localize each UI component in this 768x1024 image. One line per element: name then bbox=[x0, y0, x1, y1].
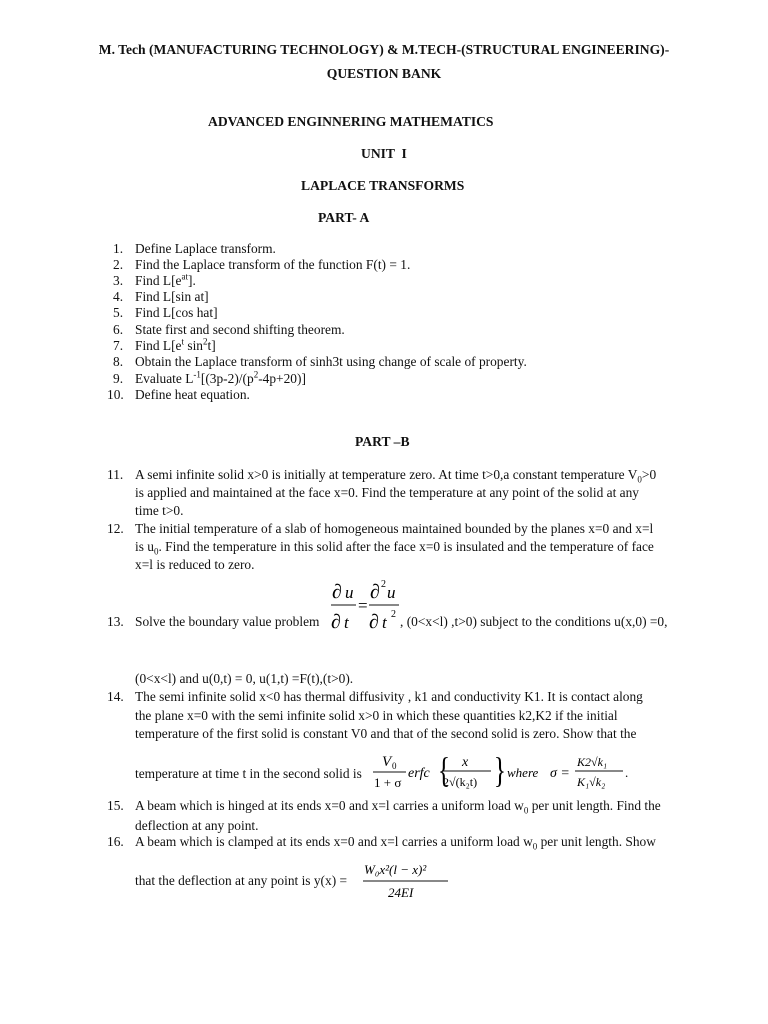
list-item: Define heat equation. bbox=[135, 387, 250, 402]
list-item-number: 8. bbox=[113, 354, 124, 369]
formula-var: u bbox=[387, 583, 396, 602]
list-item-number: 9. bbox=[113, 371, 124, 386]
brace-left: { bbox=[437, 749, 451, 791]
formula-exponent: 2 bbox=[381, 579, 386, 590]
period: . bbox=[625, 765, 629, 780]
list-item: Find L[cos hat] bbox=[135, 305, 218, 320]
formula-numerator: V bbox=[382, 754, 392, 770]
deflection-formula bbox=[360, 856, 460, 902]
sigma-label: σ = bbox=[550, 766, 570, 781]
formula-denominator: 1 + σ bbox=[374, 775, 402, 790]
list-item-number: 10. bbox=[107, 387, 124, 402]
question-13-line: , (0<x<l) ,t>0) subject to the conditions u(x,0) =0, bbox=[400, 614, 668, 629]
list-item-number: 15. bbox=[107, 798, 124, 813]
question-12-line: The initial temperature of a slab of homogeneous maintained bounded by the planes x=0 and x=l bbox=[135, 521, 654, 536]
list-item-number: 11. bbox=[107, 467, 124, 482]
formula-denominator: 24EI bbox=[388, 885, 414, 900]
list-item: Define Laplace transform. bbox=[135, 241, 276, 256]
question-11-line: A semi infinite solid x>0 is initially at temperature zero. At time t>0,a constant temperature $V_0>0$ bbox=[135, 467, 657, 485]
question-12-line: x=l is reduced to zero. bbox=[135, 557, 255, 572]
question-15-line: deflection at any point. bbox=[135, 818, 259, 833]
list-item-number: 4. bbox=[113, 289, 124, 304]
question-16-line: that the deflection at any point is y(x) = bbox=[135, 873, 348, 888]
formula-numerator: K2√k₁ bbox=[577, 755, 608, 769]
list-item-number: 14. bbox=[107, 689, 124, 704]
partial-symbol: ∂ bbox=[370, 581, 380, 603]
question-14-line: The semi infinite solid x<0 has thermal diffusivity , k1 and conductivity K1. It is contact along bbox=[135, 689, 643, 704]
question-11-line: is applied and maintained at the face x=0. Find the temperature at any point of the solid at any bbox=[135, 485, 639, 500]
topic-heading: LAPLACE TRANSFORMS bbox=[301, 178, 465, 193]
partial-symbol: ∂ bbox=[331, 611, 341, 633]
partial-symbol: ∂ bbox=[332, 581, 342, 603]
question-14-line: the plane x=0 with the semi infinite solid x>0 in which these quantities k2,K2 if the initial bbox=[135, 708, 618, 723]
question-12-line: is $u_0$. Find the temperature in this solid after the face x=0 is insulated and the temperature of face bbox=[135, 539, 654, 557]
list-item-number: 3. bbox=[113, 273, 124, 288]
formula-var: x bbox=[462, 755, 469, 770]
list-item-number: 12. bbox=[107, 521, 124, 536]
list-item: State first and second shifting theorem. bbox=[135, 322, 345, 337]
formula-denominator: K₁√k₂ bbox=[577, 775, 606, 789]
question-13-line: Solve the boundary value problem bbox=[135, 614, 320, 629]
question-11-line: time t>0. bbox=[135, 503, 184, 518]
list-item: Find $L[e^{at}]$. bbox=[135, 271, 196, 288]
formula-var: t bbox=[344, 613, 349, 632]
formula-denominator: 2√(k₂t) bbox=[443, 775, 478, 789]
document-title-line1: M. Tech (MANUFACTURING TECHNOLOGY) & M.TECH-(STRUCTURAL ENGINEERING)- bbox=[98, 42, 670, 57]
formula-numerator: W₀x²(l − x)² bbox=[364, 862, 427, 877]
list-item-number: 1. bbox=[113, 241, 124, 256]
formula-subscript: 0 bbox=[392, 761, 397, 771]
partial-symbol: ∂ bbox=[369, 611, 379, 633]
formula-var: t bbox=[382, 613, 387, 632]
list-item: Evaluate $L^{-1}[(3p-2)/(p^2-4p+20)]$ bbox=[135, 369, 306, 386]
list-item-number: 5. bbox=[113, 305, 124, 320]
list-item-number: 13. bbox=[107, 614, 124, 629]
question-14-line: temperature of the first solid is constant V0 and that of the second solid is zero. Show that the bbox=[135, 726, 637, 741]
list-item: Find $L[e^t$ $\sin^2t$] bbox=[135, 336, 216, 353]
unit-heading: UNIT I bbox=[361, 146, 407, 161]
equals-sign: = bbox=[358, 596, 368, 615]
question-14-line: temperature at time t in the second solid is bbox=[135, 766, 362, 781]
formula-var: u bbox=[345, 583, 354, 602]
where-label: where bbox=[507, 765, 539, 780]
list-item-number: 7. bbox=[113, 338, 124, 353]
list-item-number: 2. bbox=[113, 257, 124, 272]
list-item-number: 6. bbox=[113, 322, 124, 337]
subject-heading: ADVANCED ENGINNERING MATHEMATICS bbox=[208, 114, 494, 129]
temperature-formula bbox=[370, 746, 640, 792]
brace-right: } bbox=[493, 749, 507, 791]
question-15-line: A beam which is hinged at its ends x=0 and x=l carries a uniform load $w_0$ per unit length. Find the bbox=[135, 798, 661, 816]
erfc-label: erfc bbox=[408, 766, 430, 781]
list-item: Find L[sin at] bbox=[135, 289, 209, 304]
heat-equation-formula bbox=[328, 574, 403, 636]
list-item: Find the Laplace transform of the function F(t) = 1. bbox=[135, 257, 411, 272]
document-title-line2: QUESTION BANK bbox=[326, 66, 442, 81]
list-item-number: 16. bbox=[107, 834, 124, 849]
part-a-heading: PART- A bbox=[318, 210, 370, 225]
list-item: Obtain the Laplace transform of sinh3t using change of scale of property. bbox=[135, 354, 527, 369]
formula-exponent: 2 bbox=[391, 609, 396, 620]
part-b-heading: PART –B bbox=[355, 434, 410, 449]
question-16-line: A beam which is clamped at its ends x=0 and x=l carries a uniform load $w_0$ per unit length. Show bbox=[135, 834, 656, 852]
question-13-line: (0<x<l) and u(0,t) = 0, u(1,t) =F(t),(t>0). bbox=[135, 671, 354, 686]
